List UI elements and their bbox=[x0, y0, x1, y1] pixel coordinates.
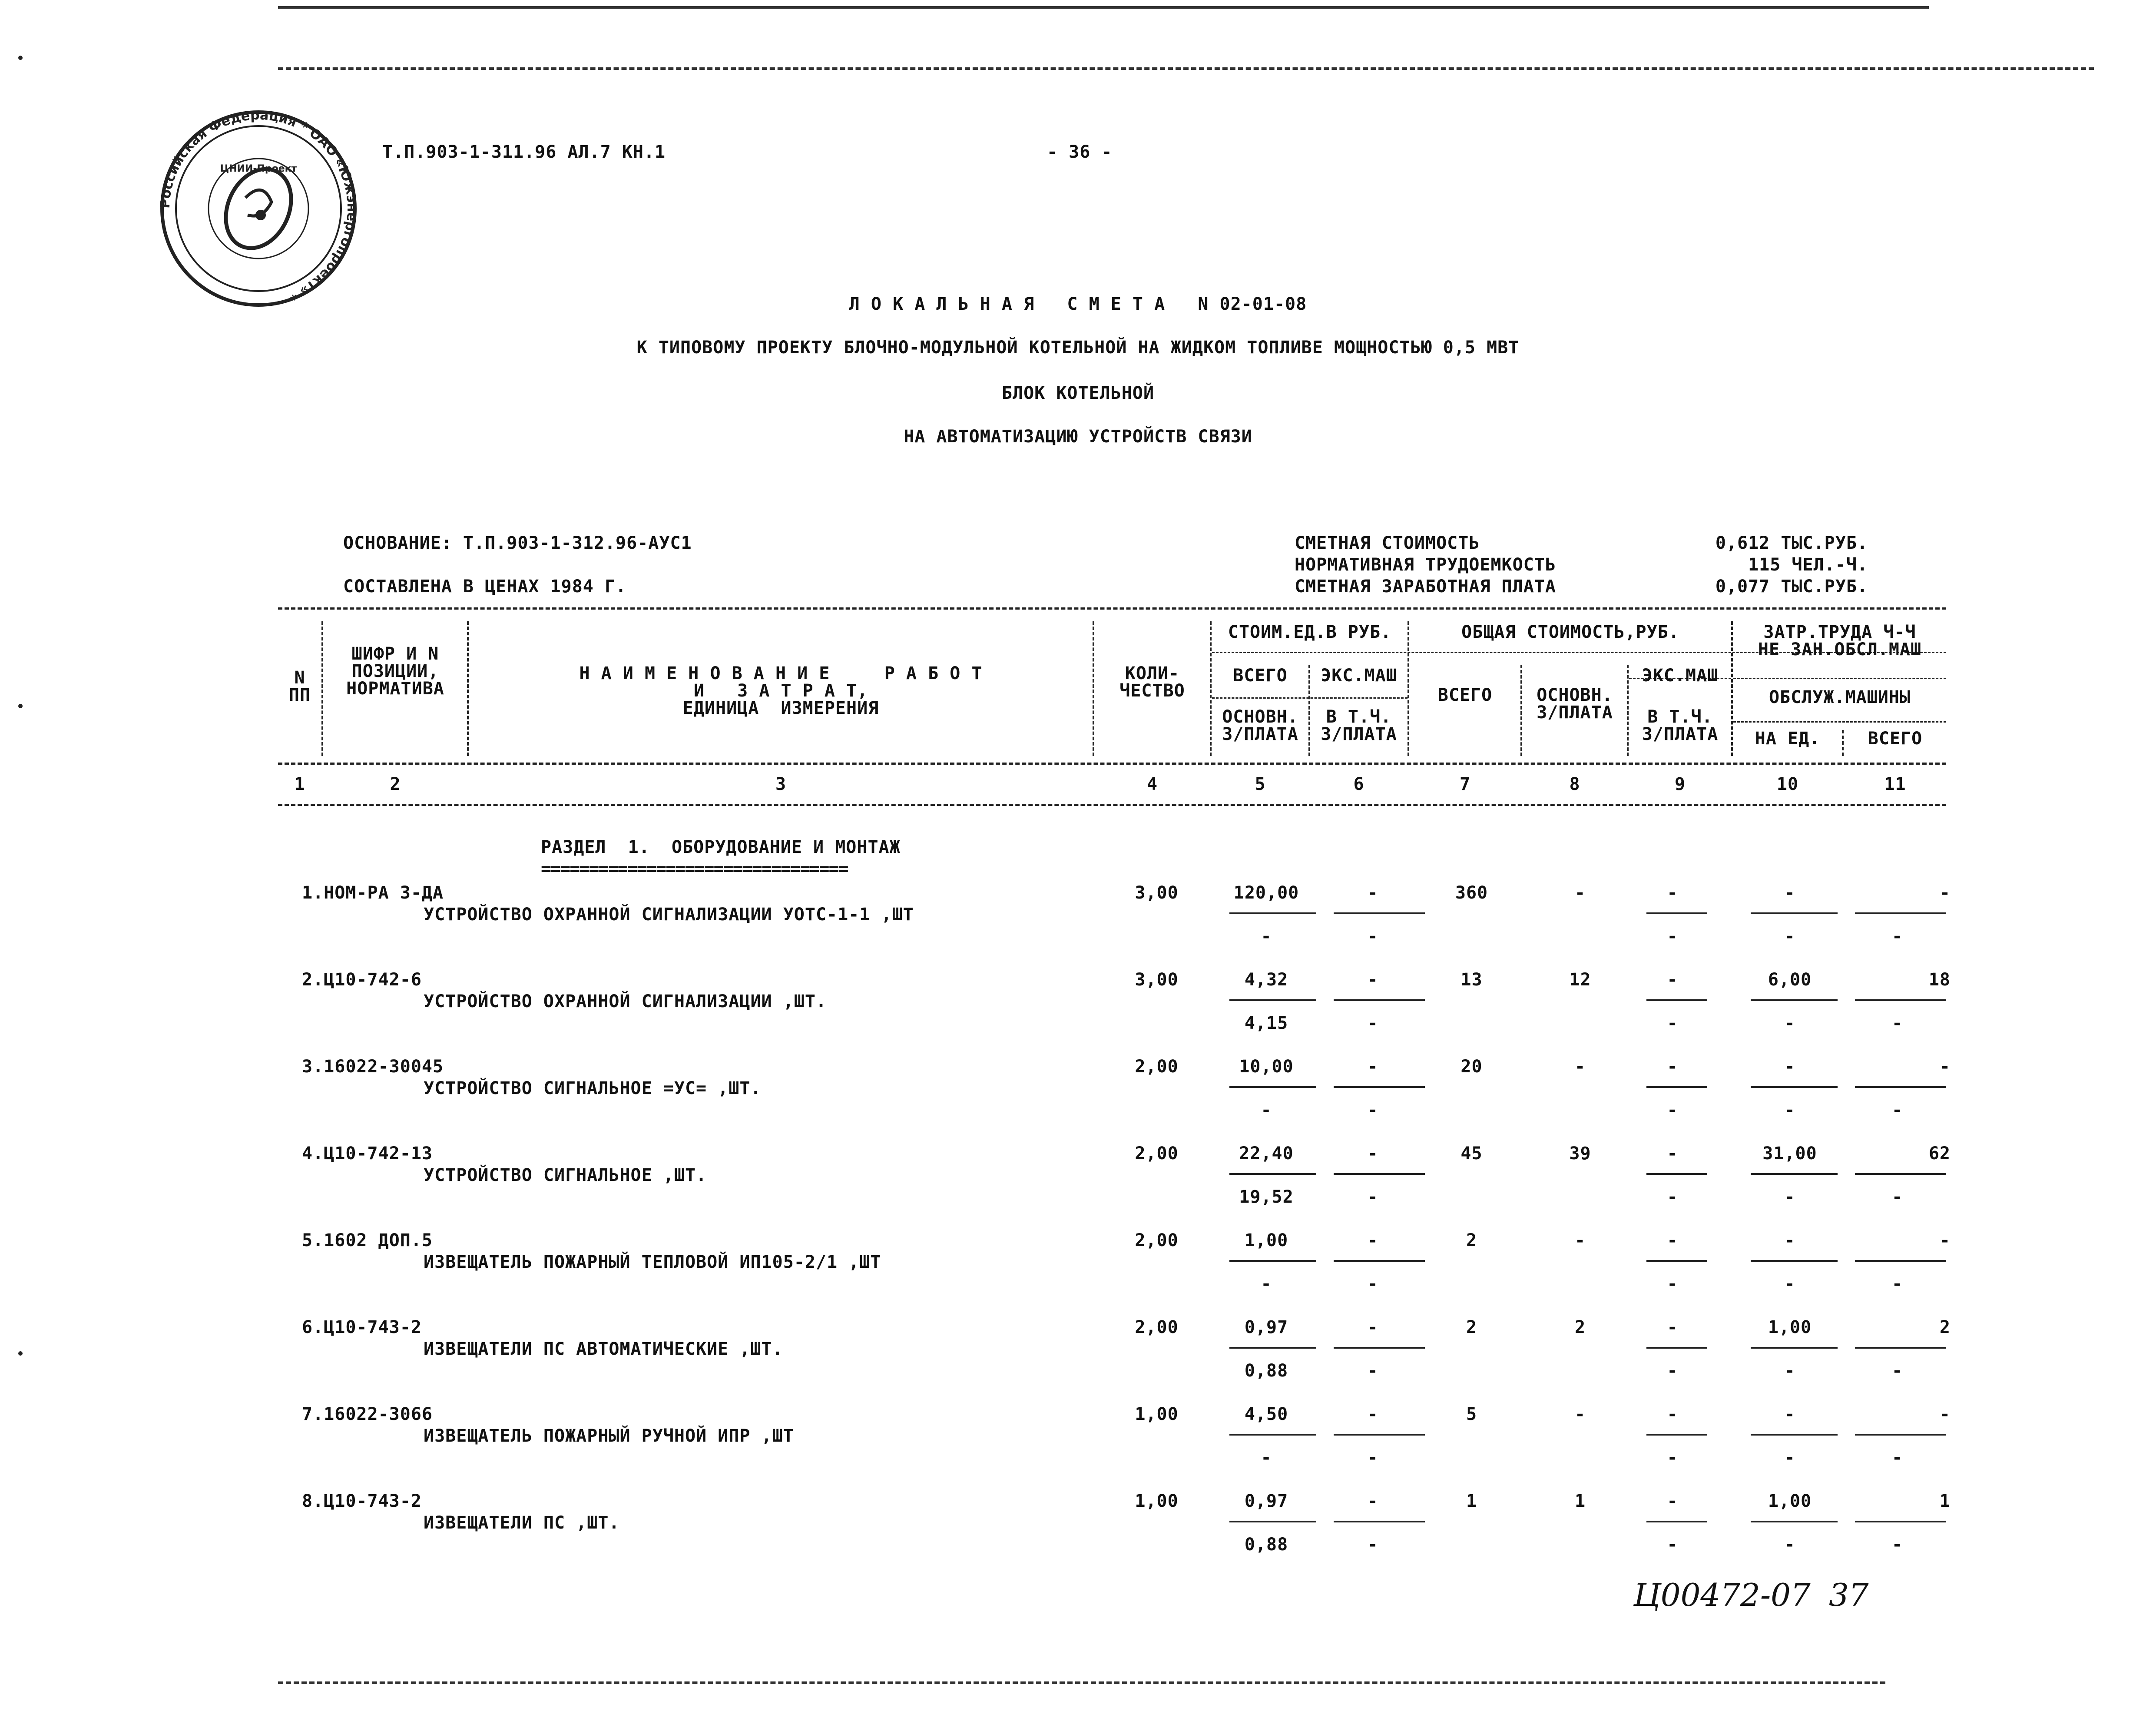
col-header-total-all: ВСЕГО bbox=[1437, 685, 1493, 705]
row-total-base-wage: - bbox=[1574, 883, 1586, 903]
row-quantity: 3,00 bbox=[1135, 970, 1179, 990]
top-frame-line-2 bbox=[278, 67, 2094, 70]
col-header-unit-incl-wage: В Т.Ч. З/ПЛАТА bbox=[1321, 707, 1397, 744]
row-unit-machine: - bbox=[1367, 970, 1378, 990]
row-quantity: 1,00 bbox=[1135, 1491, 1179, 1511]
row-name: УСТРОЙСТВО СИГНАЛЬНОЕ ,ШТ. bbox=[424, 1165, 707, 1185]
row-unit-base-wage: - bbox=[1261, 1274, 1272, 1294]
row-total-base-wage: 1 bbox=[1574, 1491, 1586, 1511]
row-name: ИЗВЕЩАТЕЛИ ПС АВТОМАТИЧЕСКИЕ ,ШТ. bbox=[424, 1339, 783, 1359]
row-code: 7.16022-3066 bbox=[302, 1404, 433, 1424]
fraction-rule bbox=[1646, 1434, 1707, 1436]
row-labor-unit-service: - bbox=[1784, 1448, 1795, 1468]
row-name: УСТРОЙСТВО СИГНАЛЬНОЕ =УС= ,ШТ. bbox=[424, 1078, 762, 1098]
labor-intensity-label: НОРМАТИВНАЯ ТРУДОЕМКОСТЬ bbox=[1295, 555, 1556, 575]
row-code: 6.Ц10-743-2 bbox=[302, 1317, 422, 1337]
fraction-rule bbox=[1334, 1173, 1425, 1175]
binding-hole bbox=[18, 1351, 23, 1356]
col-header-unit-machine: ЭКС.МАШ bbox=[1321, 666, 1397, 686]
row-unit-incl-wage: - bbox=[1367, 1448, 1378, 1468]
row-labor-total: 18 bbox=[1928, 970, 1951, 990]
row-labor-total: 2 bbox=[1939, 1317, 1951, 1337]
row-total-base-wage: 39 bbox=[1569, 1144, 1591, 1164]
col-number: 7 bbox=[1459, 774, 1471, 794]
row-total-base-wage: - bbox=[1574, 1230, 1586, 1250]
row-unit-base-wage: 4,15 bbox=[1244, 1013, 1288, 1033]
svg-text:ЦНИИ-Проект: ЦНИИ-Проект bbox=[220, 163, 297, 174]
top-frame-line bbox=[278, 6, 1929, 9]
document-reference: Т.П.903-1-311.96 АЛ.7 КН.1 bbox=[382, 142, 666, 162]
col-number: 5 bbox=[1255, 774, 1266, 794]
row-unit-base-wage: 19,52 bbox=[1239, 1187, 1294, 1207]
fraction-rule bbox=[1751, 1260, 1838, 1262]
fraction-rule bbox=[1646, 999, 1707, 1001]
row-labor-total: 62 bbox=[1928, 1144, 1951, 1164]
col-number: 6 bbox=[1353, 774, 1364, 794]
row-total-incl-wage: - bbox=[1667, 1187, 1678, 1207]
fraction-rule bbox=[1334, 1086, 1425, 1088]
row-unit-incl-wage: - bbox=[1367, 1361, 1378, 1381]
row-labor-total-service: - bbox=[1891, 1535, 1903, 1555]
row-total-base-wage: 2 bbox=[1574, 1317, 1586, 1337]
col-number: 2 bbox=[390, 774, 401, 794]
col-number: 11 bbox=[1884, 774, 1906, 794]
fraction-rule bbox=[1334, 1521, 1425, 1522]
fraction-rule bbox=[1334, 912, 1425, 914]
fraction-rule bbox=[1334, 1347, 1425, 1349]
row-total-machine: - bbox=[1667, 1404, 1678, 1424]
fraction-rule bbox=[1334, 1260, 1425, 1262]
header-sub-rule bbox=[1733, 678, 1946, 679]
fraction-rule bbox=[1229, 999, 1316, 1001]
row-labor-unit-service: - bbox=[1784, 1361, 1795, 1381]
row-unit-base-wage: 0,88 bbox=[1244, 1535, 1288, 1555]
row-total: 1 bbox=[1466, 1491, 1477, 1511]
fraction-rule bbox=[1646, 912, 1707, 914]
table-top-rule bbox=[278, 607, 1946, 610]
row-total-machine: - bbox=[1667, 883, 1678, 903]
row-total-base-wage: - bbox=[1574, 1404, 1586, 1424]
row-unit-incl-wage: - bbox=[1367, 1100, 1378, 1120]
fraction-rule bbox=[1646, 1086, 1707, 1088]
col-divider bbox=[467, 621, 469, 756]
row-labor-total: - bbox=[1939, 1230, 1951, 1250]
row-unit-machine: - bbox=[1367, 1491, 1378, 1511]
row-quantity: 2,00 bbox=[1135, 1230, 1179, 1250]
fraction-rule bbox=[1855, 1521, 1946, 1522]
fraction-rule bbox=[1751, 912, 1838, 914]
handwritten-archive-code: Ц00472-07 bbox=[1633, 1577, 1811, 1613]
row-labor-unit: 1,00 bbox=[1768, 1491, 1812, 1511]
row-total-incl-wage: - bbox=[1667, 1100, 1678, 1120]
row-quantity: 1,00 bbox=[1135, 1404, 1179, 1424]
col-header-labor: ЗАТР.ТРУДА Ч-Ч НЕ ЗАН.ОБСЛ.МАШ bbox=[1758, 622, 1922, 660]
row-total-machine: - bbox=[1667, 1317, 1678, 1337]
col-header-labor-total: ВСЕГО bbox=[1868, 729, 1923, 749]
row-code: 4.Ц10-742-13 bbox=[302, 1144, 433, 1164]
fraction-rule bbox=[1229, 1434, 1316, 1436]
row-labor-total-service: - bbox=[1891, 926, 1903, 946]
document-subtitle: К ТИПОВОМУ ПРОЕКТУ БЛОЧНО-МОДУЛЬНОЙ КОТЕЛЬНОЙ НА ЖИДКОМ ТОПЛИВЕ МОЩНОСТЬЮ 0,5 МВТ bbox=[636, 338, 1520, 358]
row-total: 360 bbox=[1455, 883, 1488, 903]
document-title: Л О К А Л Ь Н А Я С М Е Т А N 02-01-08 bbox=[849, 294, 1307, 314]
basis-line: ОСНОВАНИЕ: Т.П.903-1-312.96-АУС1 bbox=[343, 533, 692, 553]
col-divider bbox=[1093, 621, 1094, 756]
row-total-machine: - bbox=[1667, 1057, 1678, 1077]
col-header-unit-total: ВСЕГО bbox=[1233, 666, 1288, 686]
col-header-unit-base-wage: ОСНОВН. З/ПЛАТА bbox=[1222, 707, 1298, 744]
row-total: 2 bbox=[1466, 1317, 1477, 1337]
row-total-base-wage: 12 bbox=[1569, 970, 1591, 990]
row-labor-total-service: - bbox=[1891, 1013, 1903, 1033]
row-labor-total-service: - bbox=[1891, 1361, 1903, 1381]
row-labor-total-service: - bbox=[1891, 1187, 1903, 1207]
row-unit-machine: - bbox=[1367, 883, 1378, 903]
fraction-rule bbox=[1646, 1347, 1707, 1349]
organization-seal-stamp bbox=[156, 106, 361, 311]
row-quantity: 2,00 bbox=[1135, 1057, 1179, 1077]
row-total: 13 bbox=[1461, 970, 1483, 990]
row-total-incl-wage: - bbox=[1667, 1013, 1678, 1033]
row-unit-base-wage: - bbox=[1261, 1100, 1272, 1120]
fraction-rule bbox=[1229, 1173, 1316, 1175]
row-labor-total: 1 bbox=[1939, 1491, 1951, 1511]
row-total-machine: - bbox=[1667, 970, 1678, 990]
row-total: 20 bbox=[1461, 1057, 1483, 1077]
row-labor-unit-service: - bbox=[1784, 1187, 1795, 1207]
col-divider bbox=[1627, 665, 1629, 756]
row-code: 1.НОМ-РА 3-ДА bbox=[302, 883, 444, 903]
row-unit-total: 120,00 bbox=[1233, 883, 1299, 903]
col-header-labor-service: ОБСЛУЖ.МАШИНЫ bbox=[1769, 687, 1911, 707]
col-header-code: ШИФР И N ПОЗИЦИИ, НОРМАТИВА bbox=[346, 644, 444, 699]
row-unit-machine: - bbox=[1367, 1057, 1378, 1077]
row-unit-machine: - bbox=[1367, 1144, 1378, 1164]
row-unit-base-wage: 0,88 bbox=[1244, 1361, 1288, 1381]
row-unit-total: 0,97 bbox=[1244, 1317, 1288, 1337]
fraction-rule bbox=[1855, 912, 1946, 914]
binding-hole bbox=[18, 56, 23, 60]
row-labor-total-service: - bbox=[1891, 1274, 1903, 1294]
row-total: 5 bbox=[1466, 1404, 1477, 1424]
col-divider bbox=[321, 621, 323, 756]
section-title: РАЗДЕЛ 1. ОБОРУДОВАНИЕ И МОНТАЖ bbox=[541, 837, 901, 857]
row-unit-incl-wage: - bbox=[1367, 926, 1378, 946]
estimated-wage-value: 0,077 ТЫС.РУБ. bbox=[1715, 577, 1868, 597]
block-name: БЛОК КОТЕЛЬНОЙ bbox=[1001, 383, 1155, 403]
col-divider bbox=[1842, 730, 1844, 756]
estimated-cost-value: 0,612 ТЫС.РУБ. bbox=[1715, 533, 1868, 553]
row-code: 5.1602 ДОП.5 bbox=[302, 1230, 433, 1250]
row-unit-incl-wage: - bbox=[1367, 1535, 1378, 1555]
col-divider bbox=[1408, 621, 1409, 756]
col-number: 3 bbox=[775, 774, 787, 794]
row-unit-total: 10,00 bbox=[1239, 1057, 1294, 1077]
row-unit-total: 4,32 bbox=[1244, 970, 1288, 990]
fraction-rule bbox=[1751, 1173, 1838, 1175]
row-total-machine: - bbox=[1667, 1491, 1678, 1511]
fraction-rule bbox=[1751, 1521, 1838, 1522]
row-labor-unit-service: - bbox=[1784, 1274, 1795, 1294]
row-total-incl-wage: - bbox=[1667, 1361, 1678, 1381]
fraction-rule bbox=[1334, 1434, 1425, 1436]
row-unit-total: 4,50 bbox=[1244, 1404, 1288, 1424]
row-labor-total: - bbox=[1939, 883, 1951, 903]
row-total-incl-wage: - bbox=[1667, 1535, 1678, 1555]
estimate-subject: НА АВТОМАТИЗАЦИЮ УСТРОЙСТВ СВЯЗИ bbox=[904, 427, 1252, 447]
fraction-rule bbox=[1229, 1521, 1316, 1522]
fraction-rule bbox=[1334, 999, 1425, 1001]
row-quantity: 2,00 bbox=[1135, 1317, 1179, 1337]
bottom-frame-line bbox=[278, 1681, 1885, 1684]
svg-text:Российская Федерация * ОАО «Юж: Российская Федерация * ОАО «Южэнергопроект» * bbox=[157, 107, 360, 304]
col-divider bbox=[1731, 621, 1733, 756]
col-header-number: N ПП bbox=[288, 668, 311, 705]
col-number: 8 bbox=[1569, 774, 1580, 794]
row-labor-total: - bbox=[1939, 1404, 1951, 1424]
row-labor-unit: - bbox=[1784, 883, 1795, 903]
fraction-rule bbox=[1646, 1173, 1707, 1175]
row-total-incl-wage: - bbox=[1667, 926, 1678, 946]
row-total: 2 bbox=[1466, 1230, 1477, 1250]
col-header-total-incl-wage: В Т.Ч. З/ПЛАТА bbox=[1642, 707, 1719, 744]
row-total-machine: - bbox=[1667, 1144, 1678, 1164]
fraction-rule bbox=[1229, 1347, 1316, 1349]
row-labor-total-service: - bbox=[1891, 1448, 1903, 1468]
row-labor-unit-service: - bbox=[1784, 926, 1795, 946]
col-header-unit-cost: СТОИМ.ЕД.В РУБ. bbox=[1228, 622, 1392, 642]
col-divider bbox=[1520, 665, 1522, 756]
row-labor-unit: - bbox=[1784, 1404, 1795, 1424]
row-labor-unit-service: - bbox=[1784, 1013, 1795, 1033]
row-unit-incl-wage: - bbox=[1367, 1013, 1378, 1033]
row-labor-unit: 6,00 bbox=[1768, 970, 1812, 990]
row-unit-machine: - bbox=[1367, 1317, 1378, 1337]
fraction-rule bbox=[1855, 1347, 1946, 1349]
row-unit-machine: - bbox=[1367, 1404, 1378, 1424]
col-header-quantity: КОЛИ- ЧЕСТВО bbox=[1119, 663, 1185, 701]
row-total-incl-wage: - bbox=[1667, 1448, 1678, 1468]
row-labor-total: - bbox=[1939, 1057, 1951, 1077]
col-number: 10 bbox=[1776, 774, 1799, 794]
row-unit-machine: - bbox=[1367, 1230, 1378, 1250]
fraction-rule bbox=[1855, 1086, 1946, 1088]
fraction-rule bbox=[1855, 1434, 1946, 1436]
fraction-rule bbox=[1751, 999, 1838, 1001]
col-header-labor-unit: НА ЕД. bbox=[1755, 729, 1821, 749]
handwritten-sheet-number: 37 bbox=[1829, 1577, 1869, 1613]
fraction-rule bbox=[1646, 1521, 1707, 1522]
fraction-rule bbox=[1646, 1260, 1707, 1262]
col-number: 9 bbox=[1674, 774, 1686, 794]
row-unit-total: 1,00 bbox=[1244, 1230, 1288, 1250]
row-labor-unit-service: - bbox=[1784, 1100, 1795, 1120]
binding-hole bbox=[18, 704, 23, 708]
row-code: 3.16022-30045 bbox=[302, 1057, 444, 1077]
row-quantity: 2,00 bbox=[1135, 1144, 1179, 1164]
fraction-rule bbox=[1751, 1347, 1838, 1349]
header-sub-rule bbox=[1733, 721, 1946, 723]
row-total: 45 bbox=[1461, 1144, 1483, 1164]
row-unit-base-wage: - bbox=[1261, 1448, 1272, 1468]
row-unit-base-wage: - bbox=[1261, 926, 1272, 946]
fraction-rule bbox=[1855, 999, 1946, 1001]
row-name: ИЗВЕЩАТЕЛЬ ПОЖАРНЫЙ РУЧНОЙ ИПР ,ШТ bbox=[424, 1426, 794, 1446]
header-bottom-rule bbox=[278, 763, 1946, 765]
row-labor-unit-service: - bbox=[1784, 1535, 1795, 1555]
fraction-rule bbox=[1751, 1086, 1838, 1088]
fraction-rule bbox=[1229, 1260, 1316, 1262]
fraction-rule bbox=[1855, 1260, 1946, 1262]
estimated-cost-label: СМЕТНАЯ СТОИМОСТЬ bbox=[1295, 533, 1480, 553]
row-total-machine: - bbox=[1667, 1230, 1678, 1250]
row-name: ИЗВЕЩАТЕЛЬ ПОЖАРНЫЙ ТЕПЛОВОЙ ИП105-2/1 ,ШТ bbox=[424, 1252, 881, 1272]
row-name: УСТРОЙСТВО ОХРАННОЙ СИГНАЛИЗАЦИИ УОТС-1-1 ,ШТ bbox=[424, 905, 914, 925]
col-header-total-base-wage: ОСНОВН. З/ПЛАТА bbox=[1537, 685, 1613, 723]
col-header-total-machine: ЭКС.МАШ bbox=[1642, 666, 1719, 686]
row-labor-unit: - bbox=[1784, 1230, 1795, 1250]
row-labor-unit: 31,00 bbox=[1762, 1144, 1817, 1164]
row-quantity: 3,00 bbox=[1135, 883, 1179, 903]
col-number: 1 bbox=[294, 774, 305, 794]
page-number: - 36 - bbox=[1047, 142, 1113, 162]
row-unit-incl-wage: - bbox=[1367, 1274, 1378, 1294]
row-name: ИЗВЕЩАТЕЛИ ПС ,ШТ. bbox=[424, 1513, 620, 1533]
row-total-base-wage: - bbox=[1574, 1057, 1586, 1077]
row-code: 8.Ц10-743-2 bbox=[302, 1491, 422, 1511]
row-unit-total: 22,40 bbox=[1239, 1144, 1294, 1164]
fraction-rule bbox=[1229, 1086, 1316, 1088]
col-number: 4 bbox=[1146, 774, 1158, 794]
fraction-rule bbox=[1751, 1434, 1838, 1436]
col-header-name: Н А И М Е Н О В А Н И Е Р А Б О Т И З А Т Р А Т, ЕДИНИЦА ИЗМЕРЕНИЯ bbox=[579, 663, 983, 718]
labor-intensity-value: 115 ЧЕЛ.-Ч. bbox=[1748, 555, 1868, 575]
numbers-bottom-rule bbox=[278, 804, 1946, 806]
row-labor-unit: 1,00 bbox=[1768, 1317, 1812, 1337]
row-unit-total: 0,97 bbox=[1244, 1491, 1288, 1511]
price-year-line: СОСТАВЛЕНА В ЦЕНАХ 1984 Г. bbox=[343, 577, 627, 597]
row-labor-unit: - bbox=[1784, 1057, 1795, 1077]
row-labor-total-service: - bbox=[1891, 1100, 1903, 1120]
row-name: УСТРОЙСТВО ОХРАННОЙ СИГНАЛИЗАЦИИ ,ШТ. bbox=[424, 991, 827, 1011]
header-sub-rule bbox=[1212, 697, 1408, 699]
row-total-incl-wage: - bbox=[1667, 1274, 1678, 1294]
col-divider bbox=[1210, 621, 1212, 756]
fraction-rule bbox=[1229, 912, 1316, 914]
fraction-rule bbox=[1855, 1173, 1946, 1175]
row-code: 2.Ц10-742-6 bbox=[302, 970, 422, 990]
section-underline: ================================ bbox=[541, 859, 848, 879]
estimated-wage-label: СМЕТНАЯ ЗАРАБОТНАЯ ПЛАТА bbox=[1295, 577, 1556, 597]
row-unit-incl-wage: - bbox=[1367, 1187, 1378, 1207]
col-header-total-cost: ОБЩАЯ СТОИМОСТЬ,РУБ. bbox=[1461, 622, 1679, 642]
